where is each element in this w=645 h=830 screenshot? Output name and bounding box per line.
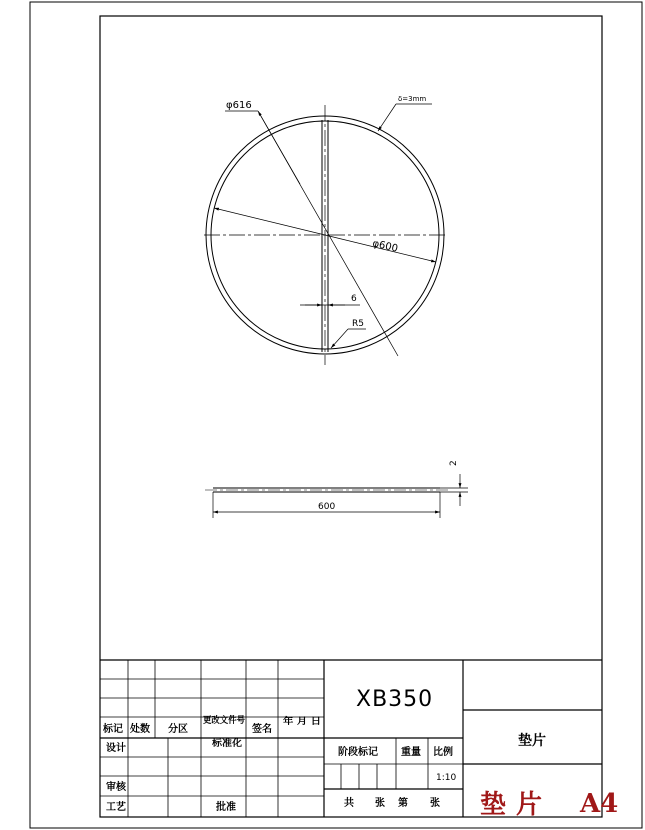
r5-leader bbox=[331, 329, 348, 348]
radius-label: R5 bbox=[352, 319, 364, 329]
tb-header-signature: 签名 bbox=[252, 724, 272, 735]
thickness-leader bbox=[378, 104, 396, 131]
side-view bbox=[205, 474, 468, 518]
tb-sheets-unit-2: 张 bbox=[430, 798, 440, 809]
outer-diameter-label: φ616 bbox=[226, 100, 252, 111]
outer-frame bbox=[30, 2, 642, 828]
thickness-note: δ=3mm bbox=[398, 95, 427, 103]
tb-drawing-number: XB350 bbox=[356, 687, 434, 712]
top-view bbox=[204, 104, 446, 365]
tb-scale-label: 比例 bbox=[433, 747, 453, 758]
tb-stage-mark: 阶段标记 bbox=[338, 747, 378, 758]
tb-header-zone: 分区 bbox=[168, 724, 188, 735]
tb-row-standardize: 标准化 bbox=[212, 739, 240, 749]
tb-header-count: 处数 bbox=[130, 724, 150, 735]
tb-header-mark: 标记 bbox=[103, 724, 123, 735]
tb-sheets-unit-1: 张 bbox=[375, 798, 385, 809]
phi600-line-2 bbox=[214, 208, 325, 235]
tb-header-date: 年 月 日 bbox=[283, 717, 317, 727]
inner-frame bbox=[100, 16, 602, 817]
phi616-arrow bbox=[258, 111, 300, 184]
stamp-size: A4 bbox=[580, 789, 619, 819]
slot-width-label: 6 bbox=[351, 294, 357, 304]
tb-sheets-no: 第 bbox=[398, 798, 408, 809]
tb-sheets-total: 共 bbox=[344, 798, 354, 809]
inner-diameter-label: φ600 bbox=[371, 238, 399, 255]
tb-row-approve: 批准 bbox=[216, 802, 236, 813]
length-label: 600 bbox=[318, 502, 336, 512]
tb-weight: 重量 bbox=[401, 747, 421, 758]
tb-part-name: 垫片 bbox=[518, 733, 546, 749]
tb-row-review: 审核 bbox=[106, 782, 126, 793]
tb-row-process: 工艺 bbox=[106, 802, 126, 813]
thickness-label: 2 bbox=[449, 460, 459, 466]
tb-row-design: 设计 bbox=[106, 743, 126, 754]
tb-scale-value: 1:10 bbox=[436, 773, 457, 783]
stamp-name: 垫片 bbox=[480, 790, 553, 820]
tb-header-change-doc: 更改文件号 bbox=[203, 716, 249, 726]
